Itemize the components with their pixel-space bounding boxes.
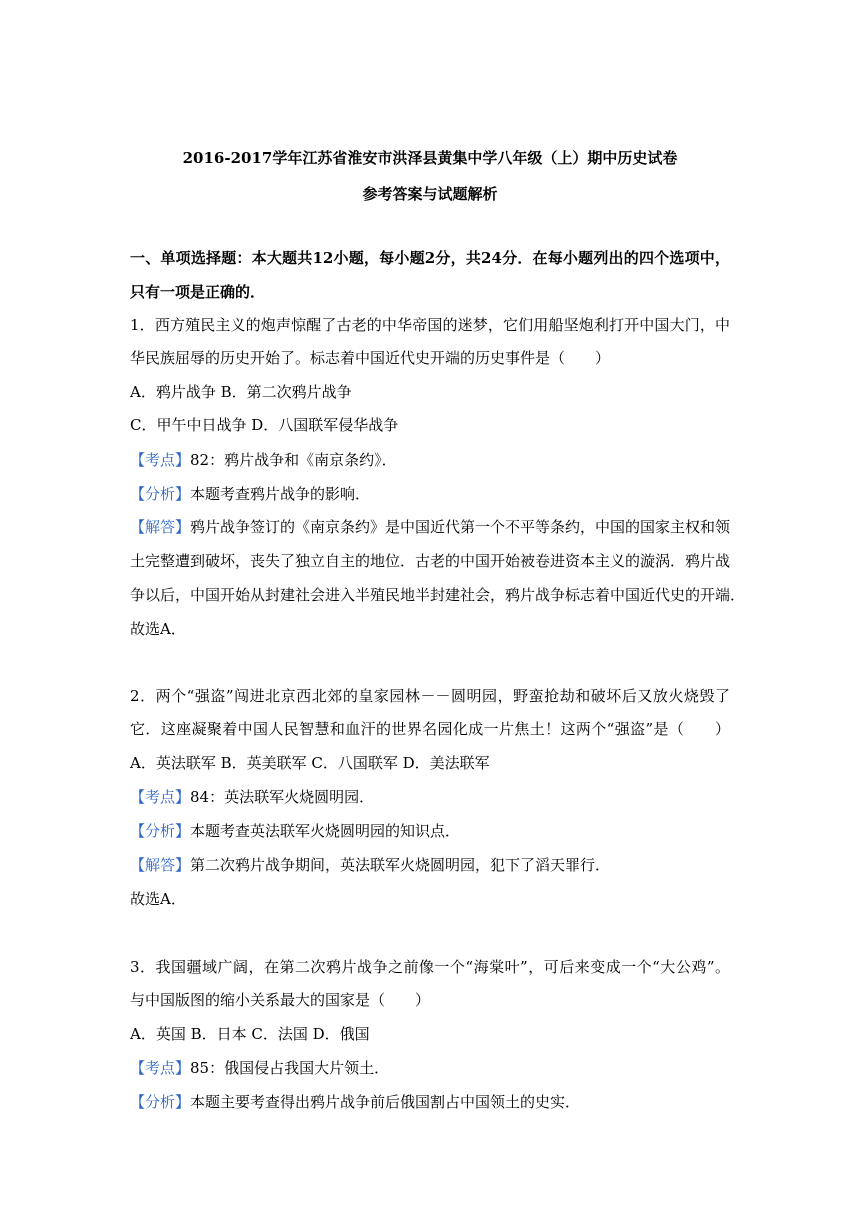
q1-kaodian — [130, 450, 397, 470]
q2-options-line-1: A．英法联军 B．英美联军 C．八国联军 D．美法联军 — [130, 754, 490, 772]
q3-kaodian — [130, 1058, 389, 1078]
q1-options-line-1: A．鸦片战争 B．第二次鸦片战争 — [130, 383, 352, 401]
fenxi-tag: 【分析】 — [130, 485, 191, 503]
fenxi-text: 本题考查英法联军火烧圆明园的知识点． — [190, 822, 461, 840]
fenxi-tag: 【分析】 — [130, 822, 191, 840]
jieda-tag: 【解答】 — [130, 518, 191, 536]
kaodian-text: 84：英法联军火烧圆明园． — [190, 788, 375, 806]
q1-fenxi — [130, 484, 370, 504]
kaodian-tag: 【考点】 — [130, 788, 191, 806]
q3-fenxi — [130, 1092, 580, 1112]
q1-jieda-line-2: 土完整遭到破坏，丧失了独立自主的地位．古老的中国开始被卷进资本主义的漩涡．鸦片战 — [130, 552, 731, 570]
q2-stem-line-2: 它．这座凝聚着中国人民智慧和血汗的世界名园化成一片焦土！这两个“强盗”是（ ） — [130, 720, 730, 738]
q2-fenxi — [130, 821, 460, 841]
kaodian-text: 82：鸦片战争和《南京条约》． — [190, 451, 397, 469]
q1-stem-line-2: 华民族屈辱的历史开始了。标志着中国近代史开端的历史事件是（ ） — [130, 349, 611, 367]
q1-options-line-2: C．甲午中日战争 D．八国联军侵华战争 — [130, 416, 399, 434]
q3-options-line-1: A．英国 B．日本 C．法国 D．俄国 — [130, 1025, 370, 1043]
q2-answer: 故选A． — [130, 890, 186, 908]
jieda-text: 鸦片战争签订的《南京条约》是中国近代第一个不平等条约，中国的国家主权和领 — [190, 518, 731, 536]
page-title: 2016-2017学年江苏省淮安市洪泽县黄集中学八年级（上）期中历史试卷 — [182, 149, 678, 167]
fenxi-text: 本题主要考查得出鸦片战争前后俄国割占中国领土的史实． — [190, 1093, 581, 1111]
q3-stem-line-2: 与中国版图的缩小关系最大的国家是（ ） — [130, 991, 431, 1009]
q1-stem-line-1: 1．西方殖民主义的炮声惊醒了古老的中华帝国的迷梦，它们用船坚炮利打开中国大门，中 — [130, 316, 730, 334]
section-heading-line-1: 一、单项选择题：本大题共12小题，每小题2分，共24分．在每小题列出的四个选项中， — [130, 249, 730, 267]
q2-kaodian — [130, 787, 374, 807]
kaodian-tag: 【考点】 — [130, 451, 191, 469]
kaodian-tag: 【考点】 — [130, 1059, 191, 1077]
page-subtitle: 参考答案与试题解析 — [362, 185, 498, 203]
kaodian-text: 85：俄国侵占我国大片领土． — [190, 1059, 390, 1077]
q3-stem-line-1: 3．我国疆域广阔，在第二次鸦片战争之前像一个“海棠叶”，可后来变成一个“大公鸡”。 — [130, 958, 730, 976]
q2-stem-line-1: 2．两个“强盗”闯进北京西北郊的皇家园林－－圆明园，野蛮抢劫和破坏后又放火烧毁了 — [130, 687, 730, 705]
q2-jieda — [130, 855, 610, 875]
jieda-text: 第二次鸦片战争期间，英法联军火烧圆明园，犯下了滔天罪行． — [190, 856, 611, 874]
q1-jieda-line-3: 争以后，中国开始从封建社会进入半殖民地半封建社会，鸦片战争标志着中国近代史的开端． — [130, 586, 746, 604]
jieda-tag: 【解答】 — [130, 856, 191, 874]
section-heading-line-2: 只有一项是正确的． — [130, 283, 266, 301]
fenxi-text: 本题考查鸦片战争的影响． — [190, 485, 371, 503]
q1-jieda-line-1 — [130, 517, 730, 537]
q1-answer: 故选A． — [130, 620, 186, 638]
fenxi-tag: 【分析】 — [130, 1093, 191, 1111]
